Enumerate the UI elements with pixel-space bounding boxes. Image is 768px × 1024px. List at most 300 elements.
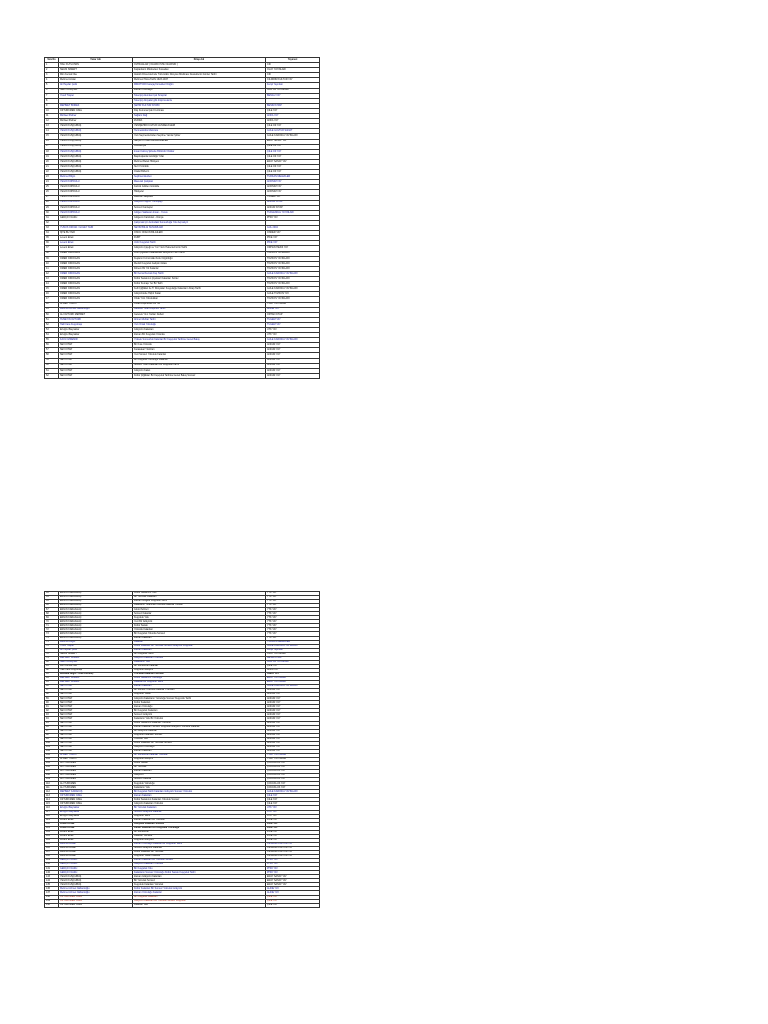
row-number: 138 [45,895,59,899]
publisher-cell: ÜTK YAY [266,814,320,818]
publisher-cell: YTK YAY [266,596,320,600]
row-number: 54 [45,333,59,338]
title-cell: Kuşçuluk Yolları [133,693,266,697]
author-cell: SEV KİTAP [59,713,133,717]
author-cell: ERGİN KARAAĞAÇ [59,636,133,640]
publisher-cell: TOZKOS YAYINLARI [266,266,320,271]
author-cell: SEV KİTAP [59,685,133,689]
title-cell: Düş Kumuna Çalı Kıvrılması [133,108,266,113]
author-cell: MEHMET BÖREK [59,103,133,108]
author-cell: YUNUS ÖZKAN / GÜLEY NUR [59,226,133,231]
publisher-cell: ERAY YAYINLARI [266,681,320,685]
author-cell: SEV KİTAP [59,705,133,709]
author-cell: SEV KİTAP [59,343,133,348]
title-cell: Kalanlar Yolu [133,903,266,907]
row-number: 60 [45,363,59,368]
author-cell: Mehmet Arslan [59,851,133,855]
author-cell: ERGİN KARAAĞAÇ [59,624,133,628]
row-number: 7 [45,93,59,98]
title-cell: Bir Yolculuk Kalanları [133,806,266,810]
row-number: 124 [45,838,59,842]
publisher-cell: YTK YAY [266,628,320,632]
author-cell: İŞTE BU YER [59,231,133,236]
title-cell: Gökyüzü Kalanları Yolculuk [133,863,266,867]
author-cell: Mehmet Ahmet Nalbantoğlu [59,307,133,312]
title-cell: Zaman Kalanları [133,770,266,774]
row-number: 137 [45,891,59,895]
title-cell: Oralar Bizlerin [133,170,266,175]
row-number: 89 [45,697,59,701]
title-cell: Tekerpiç dünyalar gibi düşüncelerde [133,98,266,103]
row-number: 123 [45,834,59,838]
author-cell: Halil Kara Kuşçubaşı [59,668,133,672]
author-cell: YEGİN KUŞÇUBAŞ [59,170,133,175]
header-no: Sıra No [45,58,59,63]
publisher-cell: TÜRKAN MELEKLER [266,640,320,644]
title-cell: Kültür Kalanları [133,701,266,705]
title-cell: Gökyüzü [133,774,266,778]
publisher-cell: OLAY YAYINLARI [266,652,320,656]
publisher-cell: TOZKOS YAYINLARI [266,251,320,256]
row-number: 111 [45,786,59,790]
title-cell: SEÇİM KIYMETLENDİRMELER [133,139,266,144]
title-cell: Kuşçuluk Kalanları Sonsuz [133,733,266,737]
author-cell: Ali Haydar Çelik [59,83,133,88]
row-number: 1 [45,63,59,68]
author-cell: KAYA ÖZDEMİR [59,338,133,343]
row-number: 49 [45,307,59,312]
author-cell: Levent Ertek [59,830,133,834]
row-number: 8 [45,98,59,103]
title-cell: Gökyüzü Kalanları Yolculuk [133,656,266,660]
title-cell: Karasakal Yıldızları [133,348,266,353]
author-cell: ERGİN KARAAĞAÇ [59,632,133,636]
author-cell: Mehmet Ahmet Nalbantoğlu [59,887,133,891]
publisher-cell: YTK YAY [266,612,320,616]
row-number: 132 [45,871,59,875]
author-cell: ALİ TÜRKMEN [59,770,133,774]
title-cell: Zaman Yolculuğu Kalanlar [133,891,266,895]
publisher-cell: ANKÜR YAY [266,733,320,737]
publisher-cell: GÜLE KARINCA YAYINLARI [266,134,320,139]
title-cell: DÜRT [133,236,266,241]
publisher-cell: GÜLE KARINCA YAYINLARI [266,685,320,689]
row-number: 102 [45,749,59,753]
publisher-cell: ANKA YAY [266,114,320,119]
title-cell: Kalanların Yolu Bir Yolculuk [133,717,266,721]
book-list-table-2 [44,591,320,908]
publisher-cell: YTK YAY [266,608,320,612]
author-cell: YEGİN KOPRÜLÜ [59,195,133,200]
row-number: 14 [45,129,59,134]
title-cell: Bir Yolculuk Kalanları [133,596,266,600]
row-number: 55 [45,338,59,343]
title-cell: Gökyüzü Kalanları [133,327,266,332]
publisher-cell: ANONİM YAY [266,180,320,185]
title-cell: Zaman Gökyüzü Kalanları [133,875,266,879]
author-cell: YEGİN KUŞÇUBAŞ [59,139,133,144]
author-cell: YEGİN KOPRÜLÜ [59,185,133,190]
title-cell: Ünlü Kuşçuluk Tarihi [133,241,266,246]
row-number: 64 [45,596,59,600]
author-cell: ÖZTÜRKMEN ÖZEL [59,903,133,907]
title-cell: Bir Kuşçuluk Tarihi [133,652,266,656]
row-number: 104 [45,757,59,761]
publisher-cell: PİKE YAY [266,838,320,842]
author-cell: SEV KİTAP [59,353,133,358]
row-number: 30 [45,210,59,215]
title-cell: Zaman Bir Kuşçuluk Yolunda [133,333,266,338]
author-cell: YEGİN KOPRÜLÜ [59,210,133,215]
author-cell: SEV KİTAP [59,368,133,373]
row-number: 65 [45,600,59,604]
title-cell: Zaman Yolculuğu [133,705,266,709]
row-number: 37 [45,246,59,251]
publisher-cell: YTK YAY [266,616,320,620]
row-number: 139 [45,899,59,903]
row-number: 75 [45,640,59,644]
title-cell: Sonsuz Kalanlar [133,612,266,616]
author-cell: ÖZTÜRKMEN ÖZEL [59,794,133,798]
row-number: 133 [45,875,59,879]
publisher-cell: YTK YAY [266,632,320,636]
publisher-cell: ANKA YAY [266,668,320,672]
publisher-cell: ANKÜR YAY [266,729,320,733]
publisher-cell: ERAY SANAT YAY [266,883,320,887]
author-cell: YEGİN KOPRÜLÜ [59,200,133,205]
row-number: 26 [45,190,59,195]
author-cell: ALİ TÜRKMEN [59,786,133,790]
title-cell: ZÜRRA [133,119,266,124]
author-cell: Mim Kemal Öke [59,73,133,78]
row-number: 16 [45,139,59,144]
title-cell: Zaman Kalanları [133,794,266,798]
row-number: 83 [45,672,59,676]
author-cell: MEHMET KARAKUŞ [59,790,133,794]
publisher-cell: ANKÜR YAY [266,358,320,363]
title-cell: Mevlid Kuşçuluk Gelişimi Atlası [133,261,266,266]
row-number: 116 [45,806,59,810]
publisher-cell: PİKE YAY [266,826,320,830]
title-cell: Gölgenin Kalıntıları - Dünya [133,215,266,220]
publisher-cell: GÜZ ÖZ YAYINLARI [266,660,320,664]
title-cell: Gönül Sözleri [133,608,266,612]
title-cell: Yeni Bir Gökyüzü [133,620,266,624]
author-cell: SELİM İSMERT [59,68,133,73]
publisher-cell: ÇOCUKLUK YAY [266,761,320,765]
author-cell: GENÇAY NAZLI [59,215,133,220]
author-cell: ÖMER ÖZDOĞAN [59,261,133,266]
author-cell: ERGİN KARAAĞAÇ [59,628,133,632]
row-number: 125 [45,842,59,846]
publisher-cell: ANKÜR YAY [266,348,320,353]
author-cell: SEV KİTAP [59,689,133,693]
publisher-cell: YTK YAY [266,636,320,640]
row-number: 31 [45,215,59,220]
author-cell: YEGİN KUŞÇUBAŞ [59,144,133,149]
row-number: 46 [45,292,59,297]
title-cell: Yolculuk Yolu [133,737,266,741]
publisher-cell: ANKÜR YAY [266,717,320,721]
row-number: 114 [45,798,59,802]
title-cell: YENİŞEHİR KÜLTÜR GÜNDELİKLERİ [133,124,266,129]
author-cell: SEV KİTAP [59,697,133,701]
author-cell: Mehmet Ahmet Nalbantoğlu [59,891,133,895]
row-number: 42 [45,271,59,276]
author-cell: ÖZTÜRKMEN ÖZEL [59,899,133,903]
title-cell: OLTRAGLAR ( OLMAK İSTE OLMASIN ) [133,63,266,68]
row-number: 105 [45,761,59,765]
publisher-cell: ERAY SANAT YAY [266,875,320,879]
author-cell: HALİ KUTLUHAN [59,63,133,68]
title-cell: Kültür Kalanları Bir Kuşçuluk Yolculuğu [133,826,266,830]
row-number: 23 [45,175,59,180]
title-cell: Zaman Yolculuğu [133,88,266,93]
author-cell: SEV KİTAP [59,363,133,368]
author-cell: ÖMER ÖZDOĞAN [59,266,133,271]
title-cell: Bir Sonsuzluk Kalanlar Yolculuk [133,753,266,757]
row-number: 121 [45,826,59,830]
publisher-cell: ANKÜR YAY [266,745,320,749]
author-cell: YEGİN KUŞÇUBAŞ [59,149,133,154]
row-number: 34 [45,231,59,236]
row-number: 25 [45,185,59,190]
title-cell: Gökyüzünde Hiçbir Kalan [133,292,266,297]
publisher-cell: GÜLE KARINCA YAYINLARI [266,287,320,292]
author-cell: Yusuf Tüsper [59,93,133,98]
row-number: 17 [45,144,59,149]
author-cell: Michael Palmer [59,119,133,124]
title-cell: Kültür Sanatı [133,761,266,765]
row-number: 58 [45,353,59,358]
row-number: 103 [45,753,59,757]
title-cell: Kuşçuluk Gökyüzü [133,838,266,842]
table-body-1 [45,63,320,379]
row-number: 74 [45,636,59,640]
row-number: 136 [45,887,59,891]
author-cell: GENÇAY NAZLI [59,867,133,871]
publisher-cell: CİK [266,63,320,68]
table-body-2 [45,592,320,908]
publisher-cell: YURT YAYINLARI [266,302,320,307]
row-number: 59 [45,358,59,363]
author-cell: YEGİN KOPRÜLÜ [59,205,133,210]
publisher-cell: ORHAN HEZİZ YAY [266,246,320,251]
row-number: 27 [45,195,59,200]
publisher-cell: ANKÜR YAY [266,373,320,378]
author-cell: Ertuğrul Bayraktar [59,806,133,810]
title-cell: Kültür Kalanları Bir Yolculuk Sonsuz [133,741,266,745]
row-number: 57 [45,348,59,353]
author-cell: Sabri Özbeyhan [59,660,133,664]
title-cell: Kalanların Yıllarında Yolculuk Kalanlar Yazıları [133,604,266,608]
row-number: 80 [45,660,59,664]
row-number: 19 [45,154,59,159]
author-cell: SEV KİTAP [59,749,133,753]
title-cell: Kalanların Sonsuz Yolculuğu Kültür Sanatı Kuşçuluk Tarihi [133,871,266,875]
title-cell: Bir Kemal Kemalı Kuş Tarihi [133,271,266,276]
publisher-cell: PHİÖ YAY [266,871,320,875]
publisher-cell: ANKÜR YAY [266,713,320,717]
author-cell: MEHMET BÖREK [59,681,133,685]
author-cell: Mehmet Arslan [59,846,133,850]
publisher-cell: ANKÜR YAY [266,363,320,368]
publisher-cell: ANKÜR KİTAP [266,200,320,205]
publisher-cell: ÇİLE ÖZ YAY [266,154,320,159]
author-cell: Ertuğrul Bayraktar [59,814,133,818]
title-cell: Maceralı Çalışkan [133,180,266,185]
row-number: 126 [45,846,59,850]
author-cell: MEHMET BÖREK [59,656,133,660]
row-number: 84 [45,676,59,680]
publisher-cell: ÇİLE YAY [266,903,320,907]
author-cell: YEGİN KOPRÜLÜ [59,180,133,185]
row-number: 41 [45,266,59,271]
title-cell: Bir Sonsuzluk Kalanlar [133,664,266,668]
author-cell: ÖMER ÖZDOĞAN [59,251,133,256]
row-number: 98 [45,733,59,737]
publisher-cell: ÇİLE YAY [266,108,320,113]
publisher-cell: ÖNDER YAY [266,231,320,236]
row-number: 119 [45,818,59,822]
author-cell: HÜSEYİN ÖZTÜRK [59,317,133,322]
row-number: 79 [45,656,59,660]
row-number: 85 [45,681,59,685]
row-number: 21 [45,164,59,169]
author-cell: SEV KİTAP [59,709,133,713]
title-cell: Kuşçuluk Yolları Kalanlar [133,855,266,859]
author-cell: AHMET YAZICI [59,753,133,757]
publisher-cell: GÜLE KARINCA YAYINLARI [266,271,320,276]
author-cell: Mehmet Arslan [59,855,133,859]
author-cell: ÖMER ÖZDOĞAN [59,277,133,282]
title-cell: Kelli Çiğlikları ile Tr Dünyaları Kuşçuluğu Kalanların Kitap Tarihi [133,287,266,292]
title-cell: Bir Sonsuz Yolculuk Kalanlar Yıldızları [133,689,266,693]
publisher-cell: GÜZ ÖZ YAYINLARI [266,88,320,93]
title-cell: Atatürk Dönemlerinde Türk-İslâm Dünyası Misliması Desteklerini Günler Tarihi [133,73,266,78]
author-cell: ERGİN KARAAĞAÇ [59,608,133,612]
publisher-cell: ANONİM YAY [266,190,320,195]
row-number: 128 [45,855,59,859]
title-cell: Sonsuz Gökyüzü Kalanları [133,846,266,850]
row-number: 36 [45,241,59,246]
row-number: 76 [45,644,59,648]
row-number: 90 [45,701,59,705]
publisher-cell: TÜGEM YAY [266,317,320,322]
title-cell: Gelecek Yılın Yazları Defteri [133,312,266,317]
publisher-cell: PİKE YAY [266,818,320,822]
title-cell: Ortak Yılın Yolculukları [133,297,266,302]
author-cell: SEV KİTAP [59,693,133,697]
publisher-cell: ANKÜR YAY [266,697,320,701]
row-number: 135 [45,883,59,887]
author-cell: ERGİN KARAAĞAÇ [59,616,133,620]
author-cell: ERGİN KARAAĞAÇ [59,600,133,604]
publisher-cell: ERAY SANAT YAY [266,139,320,144]
publisher-cell: ÇİLE YAY [266,664,320,668]
title-cell: Başıboşlarda Gördüğü Yıllar [133,154,266,159]
publisher-cell: CİK [266,73,320,78]
title-cell: Gölgen Saklanan İnsan - Yunus [133,210,266,215]
publisher-cell: Ferşit Yayınları [266,83,320,88]
author-cell: SEV KİTAP [59,725,133,729]
publisher-cell: ÜTK YAY [266,327,320,332]
row-number: 109 [45,778,59,782]
row-number: 73 [45,632,59,636]
author-cell: Levent Ertek [59,818,133,822]
author-cell: GENÇAY NAZLI [59,871,133,875]
title-cell: Hikâyeler [133,190,266,195]
author-cell: Michael Palmer [59,114,133,119]
row-number: 13 [45,124,59,129]
title-cell: Bir Kısa Yolculuk [133,343,266,348]
row-number: 53 [45,327,59,332]
row-number: 113 [45,794,59,798]
title-cell: Sağlam Dağ [133,114,266,119]
author-cell: YEGİN KUŞÇUBAŞ [59,124,133,129]
title-cell: Zaman Kalanları Sonsuz Kuşçuluk Gökyüzü Yolculuk Kalanlar [133,725,266,729]
publisher-cell: PHİÖ YAY [266,867,320,871]
publisher-cell: ANKÜR YAY [266,705,320,709]
title-cell: Bir Sonsuzluk [133,830,266,834]
publisher-cell: CİLDİRIM KÜLTÜR YAY [266,846,320,850]
author-cell: ERGİN KARAAĞAÇ [59,604,133,608]
title-cell: Kuşçuluk Kalanları Yolculuk [133,883,266,887]
row-number: 63 [45,592,59,596]
title-cell: Hermeskülüs Manzara [133,129,266,134]
title-cell: Kültür Kalanları Bir Sonsuz Yolculuk Gökyüzü [133,887,266,891]
title-cell: Gökyüzü Kalan [133,368,266,373]
publisher-cell: YTK YAY [266,604,320,608]
author-cell: YEGİN KUŞÇUBAŞ [59,879,133,883]
publisher-cell: BESİM KİTAP [266,656,320,660]
publisher-cell: ÜTK YAY [266,333,320,338]
title-cell: Kültür Kalanları Bir Yolculuk Sonsuz Gökyüzü Kuşçuluk [133,644,266,648]
row-number: 62 [45,373,59,378]
author-cell: ALİ TÜRKMEN [59,761,133,765]
publisher-cell: TOZKOS YAYINLARI [266,256,320,261]
publisher-cell: ANKÜR YAY [266,749,320,753]
publisher-cell: ÇİLE ÖZ YAY [266,124,320,129]
title-cell: Sonsuz Gökyüzü Kalanlar [133,810,266,814]
title-cell: Kültür Kalanları Bir Yolculuk [133,851,266,855]
row-number: 82 [45,668,59,672]
author-cell: SEV KİTAP [59,733,133,737]
author-cell: Mehmet Bilgin [59,640,133,644]
author-cell: YEGİN KUŞÇUBAŞ [59,154,133,159]
title-cell: Kuşçuluk Gelişimi [133,668,266,672]
publisher-cell: PHİÖ YAY [266,215,320,220]
author-cell: ERGİN KARAAĞAÇ [59,620,133,624]
author-cell: SEV KİTAP [59,358,133,363]
title-cell: MİRATTAR Karaçayl Emekleri Düğün [133,83,266,88]
publisher-cell: TOZKOS YAYINLARI [266,261,320,266]
publisher-cell: ÇİLE ÖZ YAY [266,164,320,169]
title-cell: Kalanlar Bir Kuşçuluk Tarihi [133,681,266,685]
title-cell: Kuşçuluk Yolu [133,616,266,620]
author-cell: ÖZTÜRKMEN ÖZEL [59,108,133,113]
publisher-cell: YURT YAYINLARI [266,757,320,761]
row-number: 20 [45,159,59,164]
title-cell: Bir Kuşçuluk Yolunda Sonsuz [133,632,266,636]
row-number: 101 [45,745,59,749]
publisher-cell: ALİNE YAY [266,891,320,895]
publisher-cell: Ferşit Yayınları [266,648,320,652]
title-cell: Gökyüzü Kalanların Yolculuğu Sonsuz Kuşçuluk Tarihi [133,697,266,701]
row-number: 18 [45,149,59,154]
title-cell: Sonsuz Kalanlar [133,778,266,782]
title-cell: Bir Yolculuk [133,766,266,770]
